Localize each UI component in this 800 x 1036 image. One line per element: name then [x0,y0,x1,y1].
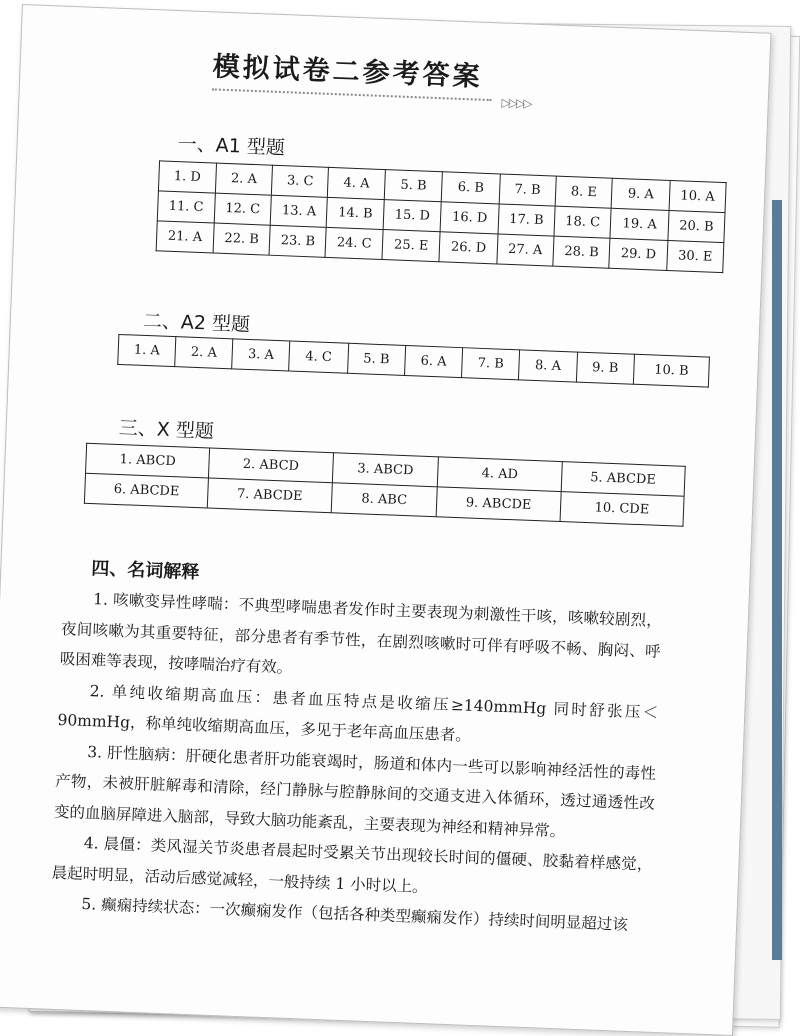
answer-cell: 5. ABCDE [561,462,685,497]
answer-cell: 4. C [289,341,348,373]
answer-cell: 8. E [555,176,613,208]
answer-row [118,334,710,387]
answer-cell: 9. ABCDE [436,487,560,522]
answer-cell: 4. AD [438,457,562,492]
answer-cell: 5. B [384,170,442,202]
answer-cell: 21. A [156,221,214,253]
answer-cell: 14. B [326,197,384,229]
answer-cell: 9. B [576,352,635,384]
section-x-heading: 三、X 型题 [118,417,215,443]
answer-cell: 7. ABCDE [208,478,332,513]
page-title: 模拟试卷二参考答案 [212,51,484,93]
answer-cell: 26. D [439,232,497,264]
term-paragraph: 2. 单纯收缩期高血压：患者血压特点是收缩压≥140mmHg 同时舒张压＜90mmHg，称单纯收缩期高血压，多见于老年高血压患者。 [57,681,659,745]
answer-cell: 20. B [668,210,725,242]
answer-cell: 8. A [519,350,577,382]
term-paragraph: 4. 晨僵：类风湿关节炎患者晨起时受累关节出现较长时间的僵硬、胶黏着样感觉，晨起时明显，活动后感觉减轻，一般持续 1 小时以上。 [51,833,653,896]
answer-cell: 8. ABC [331,483,438,517]
answer-cell: 11. C [157,191,215,223]
answer-cell: 2. A [175,337,233,369]
answer-cell: 2. ABCD [209,448,333,483]
title-arrows-icon: ▷▷▷▷ [501,95,531,111]
book-cover-edge [772,200,782,960]
answer-cell: 27. A [497,234,554,266]
answer-cell: 28. B [553,236,611,268]
answer-cell: 15. D [383,200,441,232]
answer-cell: 10. CDE [560,492,684,527]
term-paragraph: 5. 癫痫持续状态：一次癫痫发作（包括各种类型癫痫发作）持续时间明显超过该 [81,894,629,934]
answer-cell: 3. A [232,339,290,371]
answer-cell: 1. ABCD [86,443,210,478]
answer-cell: 24. C [325,227,383,259]
answer-cell: 3. C [272,165,329,197]
answer-cell: 5. B [347,343,406,375]
x-answer-table [84,443,686,527]
answer-cell: 17. B [498,204,555,236]
section-a2-heading: 二、A2 型题 [142,309,251,336]
term-paragraph: 3. 肝性脑病：肝硬化患者肝功能衰竭时，肠道和体内一些可以影响神经活性的毒性产物，未被肝脏解毒和清除，经门静脉与腔静脉间的交通支进入体循环，透过通透性改变的血脑屏障进入脑部，导致大脑功能紊乱，主要表现为神经和精神异常。 [53,742,657,840]
answer-cell: 12. C [214,193,272,225]
answer-cell: 9. A [612,178,670,210]
answer-cell: 6. B [442,172,500,204]
answer-cell: 6. A [404,345,462,377]
answer-cell: 1. A [118,334,176,366]
answer-cell: 22. B [213,223,271,255]
answer-cell: 19. A [610,208,668,240]
terms-text-block [50,583,662,941]
a1-answer-table [156,160,727,273]
answer-cell: 29. D [609,238,668,270]
answer-cell: 16. D [440,202,498,234]
answer-cell: 7. B [462,348,521,380]
answer-cell: 23. B [269,225,326,257]
answer-cell: 25. E [382,230,440,262]
answer-cell: 10. A [669,181,726,213]
term-paragraph: 1. 咳嗽变异性哮喘：不典型哮喘患者发作时主要表现为刺激性干咳，咳嗽较剧烈，夜间咳嗽为其重要特征，部分患者有季节性，在剧烈咳嗽时可伴有呼吸不畅、胸闷、呼吸困难等表现，按哮喘治疗有效。 [59,590,663,677]
answer-cell: 3. ABCD [332,453,439,487]
a2-answer-table [117,334,710,388]
answer-cell: 2. A [215,163,273,195]
section-terms-heading: 四、名词解释 [90,558,200,584]
answer-cell: 18. C [554,206,612,238]
answer-cell: 10. B [633,354,709,387]
section-a1-heading: 一、A1 型题 [177,133,286,160]
answer-page [0,4,771,1036]
answer-cell: 1. D [158,161,216,193]
answer-cell: 7. B [499,174,556,206]
answer-cell: 13. A [271,195,328,227]
answer-cell: 30. E [667,240,724,272]
answer-cell: 6. ABCDE [84,473,208,508]
answer-cell: 4. A [328,167,386,199]
